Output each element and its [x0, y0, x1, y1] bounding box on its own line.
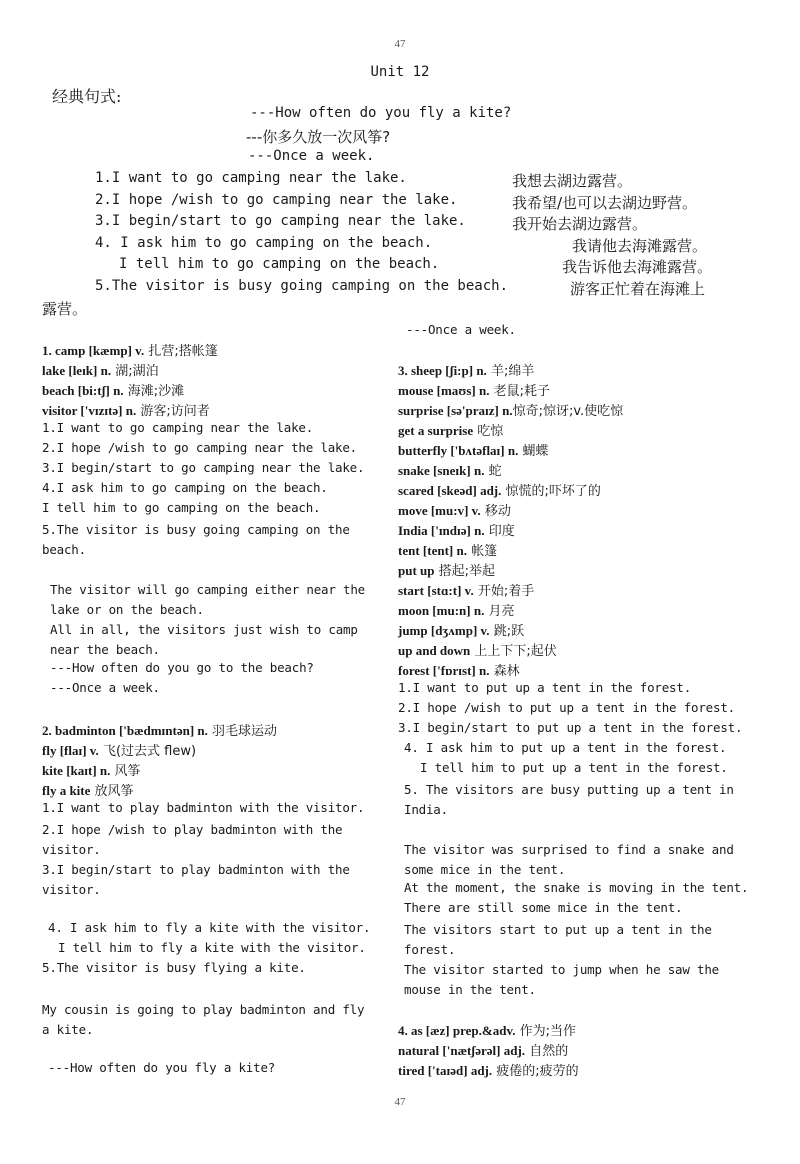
- practice-sentence: 5.The visitor is busy flying a kite.: [42, 960, 306, 975]
- vocab-entry: 1. camp [kæmp] v. 扎营;搭帐篷: [42, 343, 218, 359]
- practice-sentence: 1.I want to go camping near the lake.: [42, 420, 314, 435]
- example-sentence: 1.I want to go camping near the lake.: [95, 170, 407, 186]
- practice-sentence: I tell him to go camping on the beach.: [42, 500, 321, 515]
- paragraph-line: ---Once a week.: [50, 680, 160, 695]
- vocab-entry: start [stɑ:t] v. 开始;着手: [398, 583, 535, 599]
- vocab-entry: snake [sneɪk] n. 蛇: [398, 463, 502, 479]
- practice-sentence: 3.I begin/start to play badminton with the visitor.: [42, 862, 350, 897]
- example-translation: 游客正忙着在海滩上: [570, 280, 706, 298]
- examples-heading: 经典句式:: [52, 87, 122, 106]
- vocab-entry: lake [leɪk] n. 湖;湖泊: [42, 363, 159, 379]
- vocab-entry: natural ['nætʃərəl] adj. 自然的: [398, 1043, 569, 1059]
- vocab-entry: kite [kaɪt] n. 风筝: [42, 763, 141, 779]
- example-translation-wrap: 露营。: [42, 300, 88, 318]
- dialogue-question: ---How often do you fly a kite?: [250, 105, 512, 121]
- paragraph-line: The visitor was surprised to find a snake and some mice in the tent.: [404, 842, 734, 877]
- vocab-entry: up and down 上上下下;起伏: [398, 643, 557, 659]
- practice-sentence: 2.I hope /wish to go camping near the lake.: [42, 440, 358, 455]
- example-translation: 我想去湖边露营。: [512, 172, 633, 190]
- paragraph-line: The visitors start to put up a tent in the forest.: [404, 922, 712, 957]
- vocab-entry: visitor ['vɪzɪtə] n. 游客;访问者: [42, 403, 210, 419]
- example-sentence: 3.I begin/start to go camping near the lake.: [95, 213, 466, 229]
- practice-sentence: I tell him to put up a tent in the forest.: [420, 760, 728, 775]
- paragraph-line: The visitor will go camping either near the lake or on the beach.: [50, 582, 366, 617]
- vocab-entry: India ['ɪndɪə] n. 印度: [398, 523, 515, 539]
- vocab-entry: tent [tent] n. 帐篷: [398, 543, 498, 559]
- dialogue-line: ---Once a week.: [406, 322, 516, 337]
- vocab-entry: 4. as [æz] prep.&adv. 作为;当作: [398, 1023, 576, 1039]
- vocab-entry: beach [bi:tʃ] n. 海滩;沙滩: [42, 383, 185, 399]
- page-number-top: 47: [394, 38, 406, 50]
- paragraph-line: At the moment, the snake is moving in the tent.: [404, 880, 749, 895]
- vocab-entry: put up 搭起;举起: [398, 563, 496, 579]
- vocab-entry: jump [dʒʌmp] v. 跳;跃: [398, 623, 525, 639]
- page-number-bottom: 47: [394, 1096, 406, 1108]
- practice-sentence: 4. I ask him to fly a kite with the visitor.: [48, 920, 371, 935]
- vocab-entry: fly [flaɪ] v. 飞(过去式 flew): [42, 743, 197, 759]
- vocab-entry: move [mu:v] v. 移动: [398, 503, 511, 519]
- example-sentence: 5.The visitor is busy going camping on the beach.: [95, 278, 509, 294]
- practice-sentence: 4. I ask him to put up a tent in the forest.: [404, 740, 727, 755]
- vocab-entry: butterfly ['bʌtəflaɪ] n. 蝴蝶: [398, 443, 549, 459]
- paragraph-line: My cousin is going to play badminton and fly a kite.: [42, 1002, 365, 1037]
- dialogue-translation: ---你多久放一次风筝?: [246, 128, 391, 146]
- dialogue-answer: ---Once a week.: [248, 148, 375, 164]
- vocab-entry: tired ['taɪəd] adj. 疲倦的;疲劳的: [398, 1063, 579, 1079]
- practice-sentence: 5. The visitors are busy putting up a tent in India.: [404, 782, 734, 817]
- vocab-entry: mouse [maʊs] n. 老鼠;耗子: [398, 383, 550, 399]
- vocab-entry: 3. sheep [ʃi:p] n. 羊;绵羊: [398, 363, 535, 379]
- example-translation: 我告诉他去海滩露营。: [562, 258, 713, 276]
- example-sentence: 4. I ask him to go camping on the beach.: [95, 235, 433, 251]
- vocab-entry: get a surprise 吃惊: [398, 423, 504, 439]
- practice-sentence: 3.I begin/start to go camping near the lake.: [42, 460, 365, 475]
- vocab-entry: surprise [sə'praɪz] n.惊奇;惊讶;v.使吃惊: [398, 403, 624, 419]
- practice-sentence: I tell him to fly a kite with the visitor.: [58, 940, 366, 955]
- practice-sentence: 2.I hope /wish to put up a tent in the forest.: [398, 700, 735, 715]
- vocab-entry: fly a kite 放风筝: [42, 783, 134, 799]
- example-sentence: I tell him to go camping on the beach.: [119, 256, 440, 272]
- example-translation: 我开始去湖边露营。: [512, 215, 648, 233]
- paragraph-line: There are still some mice in the tent.: [404, 900, 683, 915]
- vocab-entry: forest ['fɒrɪst] n. 森林: [398, 663, 520, 679]
- example-translation: 我希望/也可以去湖边野营。: [512, 194, 698, 212]
- vocab-entry: scared [skeəd] adj. 惊慌的;吓坏了的: [398, 483, 601, 499]
- unit-title: Unit 12: [370, 64, 430, 80]
- paragraph-line: ---How often do you go to the beach?: [50, 660, 314, 675]
- example-translation: 我请他去海滩露营。: [572, 237, 708, 255]
- dialogue-line: ---How often do you fly a kite?: [48, 1060, 276, 1075]
- practice-sentence: 4.I ask him to go camping on the beach.: [42, 480, 328, 495]
- practice-sentence: 5.The visitor is busy going camping on the beach.: [42, 522, 350, 557]
- paragraph-line: All in all, the visitors just wish to camp near the beach.: [50, 622, 358, 657]
- practice-sentence: 2.I hope /wish to play badminton with the visitor.: [42, 822, 343, 857]
- vocab-entry: moon [mu:n] n. 月亮: [398, 603, 515, 619]
- example-sentence: 2.I hope /wish to go camping near the lake.: [95, 192, 458, 208]
- practice-sentence: 3.I begin/start to put up a tent in the forest.: [398, 720, 743, 735]
- vocab-entry: 2. badminton ['bædmɪntən] n. 羽毛球运动: [42, 723, 278, 739]
- practice-sentence: 1.I want to play badminton with the visitor.: [42, 800, 365, 815]
- practice-sentence: 1.I want to put up a tent in the forest.: [398, 680, 692, 695]
- paragraph-line: The visitor started to jump when he saw the mouse in the tent.: [404, 962, 720, 997]
